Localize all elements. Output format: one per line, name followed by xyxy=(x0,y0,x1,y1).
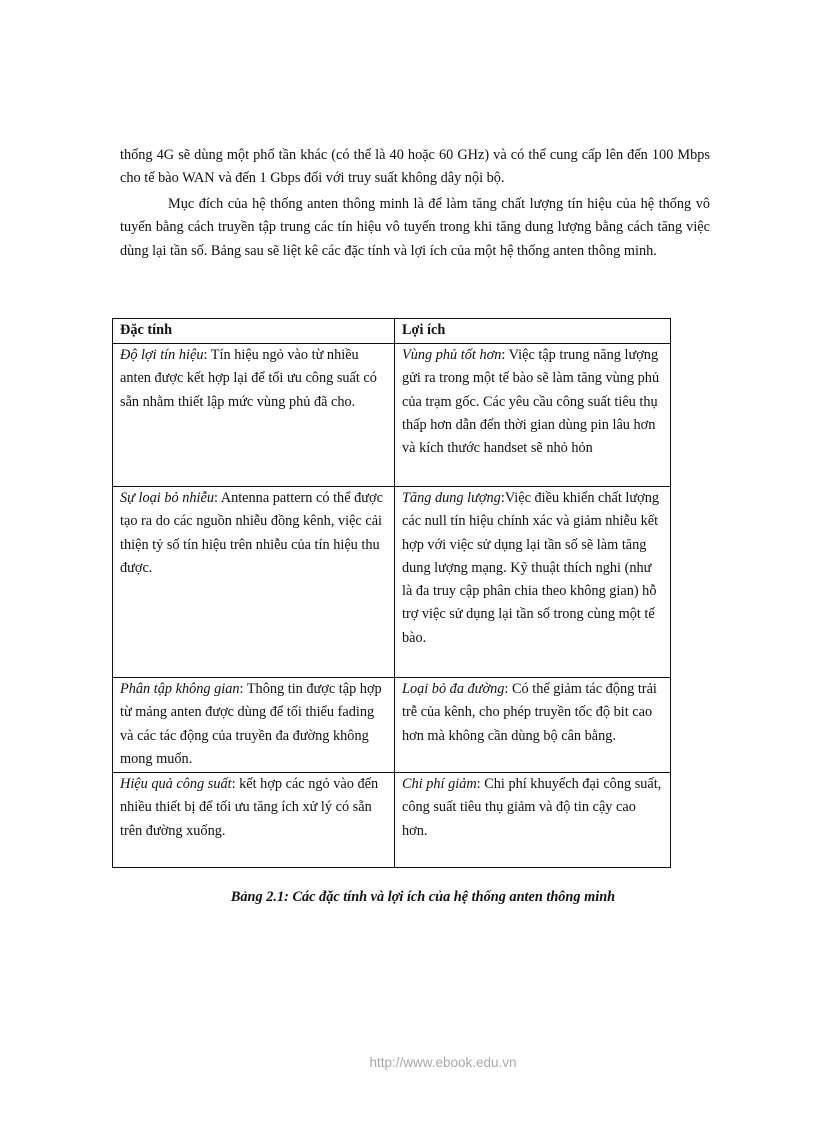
benefit-cell xyxy=(395,678,671,773)
benefit-cell xyxy=(395,344,671,487)
feature-term: Hiệu quả công suất xyxy=(120,776,232,792)
benefit-term: Vùng phủ tốt hơn xyxy=(402,347,502,363)
benefit-cell xyxy=(395,487,671,678)
footer-url: http://www.ebook.edu.vn xyxy=(369,1055,517,1070)
header-benefit: Lợi ích xyxy=(395,319,671,344)
benefit-cell xyxy=(395,773,671,868)
features-benefits-table xyxy=(112,318,671,868)
feature-text: : Tín hiệu ngỏ vào từ nhiều anten được kết hợp lại để tối ưu công suất có sẵn nhằm thiết lập mức vùng phủ đã cho. xyxy=(120,347,377,410)
body-paragraph-1: thống 4G sẽ dùng một phổ tần khác (có thể là 40 hoặc 60 GHz) và có thể cung cấp lên đến 100 Mbps cho tế bào WAN và đến 1 Gbps đối với truy suất không dây nội bộ. xyxy=(120,147,710,187)
table-row xyxy=(113,487,671,678)
feature-text: : Thông tin được tập hợp từ mảng anten được dùng để tối thiểu fading và các tác động của truyền đa đường không mong muốn. xyxy=(120,681,382,767)
benefit-text: : Chi phí khuyếch đại công suất, công suất tiêu thụ giảm và độ tin cậy cao hơn. xyxy=(402,776,662,839)
benefit-term: Chi phí giảm xyxy=(402,776,477,792)
table-caption: Bảng 2.1: Các đặc tính và lợi ích của hệ thống anten thông minh xyxy=(230,889,616,905)
feature-text: : Antenna pattern có thể được tạo ra do các nguồn nhiễu đồng kênh, việc cải thiện tỷ số tín hiệu trên nhiễu của tín hiệu thu được. xyxy=(120,490,383,576)
feature-term: Độ lợi tín hiệu xyxy=(120,347,204,363)
feature-term: Phân tập không gian xyxy=(120,681,240,697)
table-row xyxy=(113,344,671,487)
feature-cell xyxy=(113,487,395,678)
feature-text: : kết hợp các ngỏ vào đến nhiều thiết bị để tối ưu tăng ích xử lý có sẵn trên đường xuống. xyxy=(120,776,379,839)
table-row xyxy=(113,678,671,773)
feature-term: Sự loại bỏ nhiễu xyxy=(120,490,214,506)
feature-cell xyxy=(113,344,395,487)
feature-cell xyxy=(113,678,395,773)
benefit-term: Tăng dung lượng xyxy=(402,490,501,506)
header-feature: Đặc tính xyxy=(113,319,395,344)
benefit-text: :Việc điều khiển chất lượng các null tín hiệu chính xác và giảm nhiễu kết hợp với việc sử dụng lại tần số sẽ làm tăng dung lượng mạng. Kỹ thuật thích nghi (như là đa truy cập phân chia theo không gian) hỗ trợ việc sử dụng lại tần số trong cùng một tế bào. xyxy=(402,490,660,646)
body-paragraph-2: Mục đích của hệ thống anten thông minh là để làm tăng chất lượng tín hiệu của hệ thống vô tuyến bằng cách truyền tập trung các tín hiệu vô tuyến trong khi tăng dung lượng bằng cách tăng việc dùng lại tần số. Bảng sau sẽ liệt kê các đặc tính và lợi ích của một hệ thống anten thông minh. xyxy=(120,196,710,259)
benefit-text: : Có thể giảm tác động trải trễ của kênh, cho phép truyền tốc độ bit cao hơn mà không cần dùng bộ cân bằng. xyxy=(402,681,657,744)
table-header-row xyxy=(113,319,671,344)
benefit-term: Loại bỏ đa đường xyxy=(402,681,505,697)
feature-cell xyxy=(113,773,395,868)
benefit-text: : Việc tập trung năng lượng gửi ra trong một tế bào sẽ làm tăng vùng phủ của trạm gốc. Các yêu cầu công suất tiêu thụ thấp hơn dẫn đến thời gian dùng pin lâu hơn và kích thước handset sẽ nhỏ hỏn xyxy=(402,347,660,457)
table-row xyxy=(113,773,671,868)
